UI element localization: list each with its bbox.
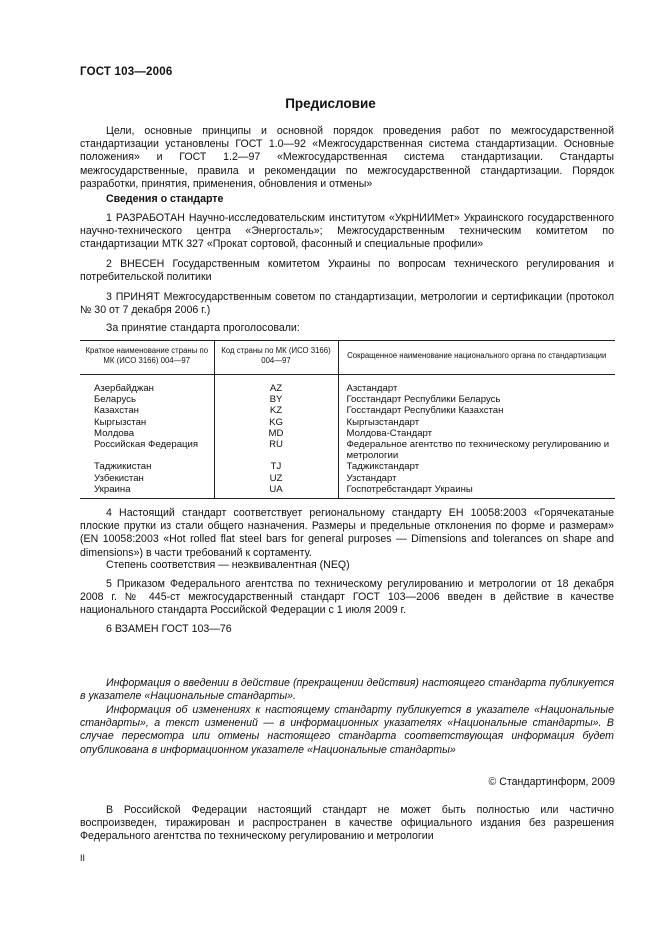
country-cell: Украина [80,484,214,499]
organ-cell: Госпотребстандарт Украины [338,484,615,499]
table-row [80,473,615,484]
code-cell: KG [214,417,338,428]
code-cell: UZ [214,473,338,484]
country-cell: Узбекистан [80,473,214,484]
code-cell: KZ [214,405,338,416]
item-adopted: 3 ПРИНЯТ Межгосударственным советом по стандартизации, метрологии и сертификации (протокол № 30 от 7 декабря 2006 г.) [80,291,614,317]
notice-enactment: Информация о введении в действие (прекращении действия) настоящего стандарта публикуется в указателе «Национальные стандарты». [80,677,614,703]
table-row [80,428,615,439]
table-row [80,375,615,395]
table-row [80,405,615,416]
table-row [80,461,615,472]
vote-caption: За принятие стандарта проголосовали: [106,322,300,334]
document-id: ГОСТ 103—2006 [80,66,173,78]
item-degree: Степень соответствия — неэквивалентная (NEQ) [106,559,350,571]
item-introduced: 2 ВНЕСЕН Государственным комитетом Украины по вопросам технического регулирования и потребительской политики [80,258,614,284]
country-cell: Азербайджан [80,375,214,395]
page-title: Предисловие [285,96,376,111]
rights-notice: В Российской Федерации настоящий стандарт не может быть полностью или частично воспроизведен, тиражирован и распространен в качестве официального издания без разрешения Федерального агентства по техническому регулированию и метрологии [80,804,614,843]
organ-cell: Госстандарт Республики Казахстан [346,405,504,417]
organ-cell: Узстандарт [346,472,397,484]
country-cell: Молдова [80,428,214,439]
table-row [80,484,615,499]
item-developed: 1 РАЗРАБОТАН Научно-исследовательским институтом «УкрНИИМет» Украинского государственного научно-технического центра «Энергосталь»; Межгосударственным техническим комитетом по стандартизации МТК 327 «Прокат сортовой, фасонный и специальные профили» [80,212,614,251]
item-enacted: 5 Приказом Федерального агентства по техническому регулированию и метрологии от 18 декабря 2008 г. № 445-ст межгосударственный стандарт ГОСТ 103—2006 введен в действие в качестве национального стандарта Российской Федерации с 1 июля 2009 г. [80,578,614,617]
header-code: Код страны по МК (ИСО 3166) 004—97 [214,341,338,375]
organ-cell: Федеральное агентство по техническому регулированию и метрологии [346,439,610,462]
header-organ: Сокращенное наименование национального органа по стандартизации [338,341,615,375]
country-cell: Казахстан [80,405,214,416]
item-correspondence: 4 Настоящий стандарт соответствует региональному стандарту ЕН 10058:2003 «Горячекатаные плоские прутки из стали общего назначения. Размеры и предельные отклонения по форме и размерам» (EN 10058:2003 «Hot rolled flat steel bars for general purposes — Dimensions and tolerances on shape and dimensions») в части требований к сортаменту. [80,507,614,559]
table-header-row [80,341,615,375]
table-row [80,417,615,428]
voting-table [80,340,615,499]
organ-cell: Азстандарт [346,383,398,394]
country-cell: Кыргызстан [80,417,214,428]
table-row [80,439,615,461]
organ-cell: Кыргызстандарт [346,416,420,428]
country-cell: Беларусь [80,394,214,405]
table-row [80,394,615,405]
country-cell: Таджикистан [80,461,214,472]
code-cell: RU [214,439,338,461]
code-cell: MD [214,428,338,439]
organ-cell: Таджикстандарт [346,461,420,473]
page-number: II [80,853,86,863]
item-replaces: 6 ВЗАМЕН ГОСТ 103—76 [106,623,232,635]
country-cell: Российская Федерация [80,439,214,461]
organ-cell: Молдова-Стандарт [346,427,433,439]
info-heading: Сведения о стандарте [106,193,224,205]
code-cell: AZ [214,375,338,395]
code-cell: TJ [214,461,338,472]
copyright: © Стандартинформ, 2009 [488,776,615,788]
organ-cell: Госстандарт Республики Беларусь [346,394,501,406]
code-cell: BY [214,394,338,405]
code-cell: UA [214,484,338,499]
header-country: Краткое наименование страны по МК (ИСО 3166) 004—97 [80,341,214,375]
notice-changes: Информация об изменениях к настоящему стандарту публикуется в указателе «Национальные стандарты», а текст изменений — в информационных указателях «Национальные стандарты». В случае пересмотра или отмены настоящего стандарта соответствующая информация будет опубликована в информационном указателе «Национальные стандарты» [80,704,614,756]
intro-paragraph: Цели, основные принципы и основной порядок проведения работ по межгосударственной стандартизации установлены ГОСТ 1.0—92 «Межгосударственная система стандартизации. Основные положения» и ГОСТ 1.2—97 «Межгосударственная система стандартизации. Стандарты межгосударственные, правила и рекомендации по межгосударственной стандартизации. Порядок разработки, принятия, применения, обновления и отмены» [80,125,614,190]
